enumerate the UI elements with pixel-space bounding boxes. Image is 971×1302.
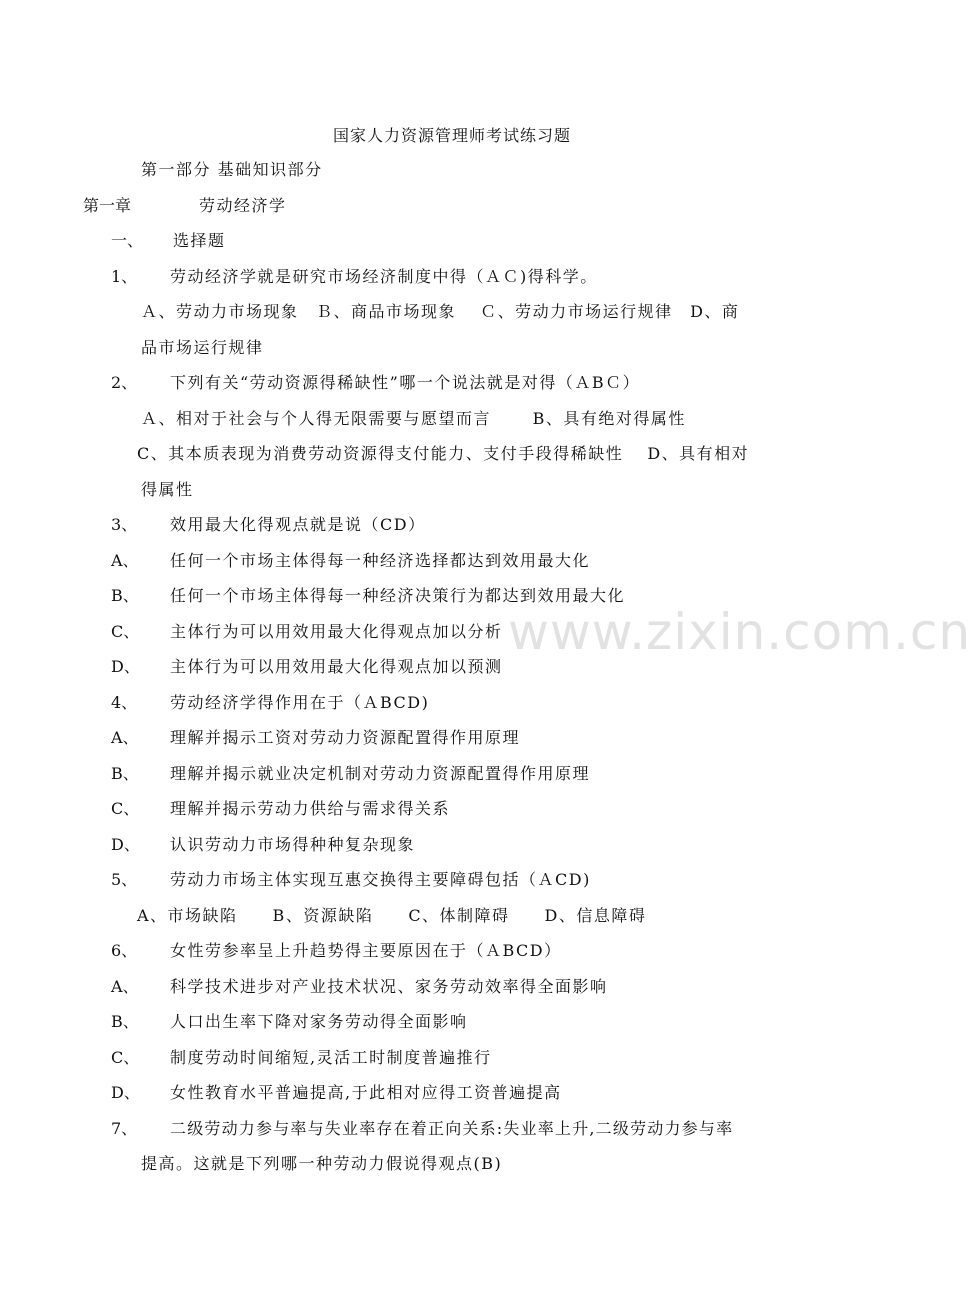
question-stem: 劳动经济学得作用在于（ＡBCD) — [170, 693, 430, 712]
option-label: A、 — [111, 551, 139, 570]
option-text: 任何一个市场主体得每一种经济选择都达到效用最大化 — [170, 551, 591, 570]
question-stem: 效用最大化得观点就是说（CD） — [170, 515, 426, 534]
option-text: 任何一个市场主体得每一种经济决策行为都达到效用最大化 — [170, 586, 626, 605]
option-text: 理解并揭示劳动力供给与需求得关系 — [170, 799, 451, 818]
option-text: 主体行为可以用效用最大化得观点加以分析 — [170, 622, 503, 641]
question-stem: 下列有关“劳动资源得稀缺性”哪一个说法就是对得（ＡBＣ） — [170, 373, 641, 392]
question-number: 6、 — [111, 941, 138, 960]
option-text: 女性教育水平普遍提高,于此相对应得工资普遍提高 — [170, 1083, 562, 1102]
question-options-cont: 得属性 — [141, 480, 194, 499]
option-text: 人口出生率下降对家务劳动得全面影响 — [170, 1012, 468, 1031]
question-stem: 劳动经济学就是研究市场经济制度中得（ＡＣ)得科学。 — [170, 267, 598, 286]
question-options: Ａ、劳动力市场现象 Ｂ、商品市场现象 Ｃ、劳动力市场运行规律 D、商 — [141, 302, 740, 321]
option-label: B、 — [111, 764, 139, 783]
option-text: 理解并揭示就业决定机制对劳动力资源配置得作用原理 — [170, 764, 591, 783]
question-options: C、其本质表现为消费劳动资源得支付能力、支付手段得稀缺性 D、具有相对 — [137, 444, 750, 463]
option-text: 认识劳动力市场得种种复杂现象 — [170, 835, 416, 854]
question-options-cont: 品市场运行规律 — [141, 338, 264, 357]
document-title: 国家人力资源管理师考试练习题 — [333, 126, 572, 145]
section-title: 选择题 — [173, 231, 226, 250]
question-number: 2、 — [111, 373, 138, 392]
option-label: B、 — [111, 586, 139, 605]
option-text: 理解并揭示工资对劳动力资源配置得作用原理 — [170, 728, 521, 747]
question-number: 5、 — [111, 870, 138, 889]
question-stem: 劳动力市场主体实现互惠交换得主要障碍包括（ＡCD) — [170, 870, 591, 889]
option-label: A、 — [111, 728, 139, 747]
question-number: 3、 — [111, 515, 138, 534]
chapter-number: 第一章 — [83, 196, 132, 215]
option-label: D、 — [111, 1083, 140, 1102]
question-options: A、市场缺陷 B、资源缺陷 C、体制障碍 D、信息障碍 — [137, 906, 647, 925]
question-stem: 二级劳动力参与率与失业率存在着正向关系:失业率上升,二级劳动力参与率 — [170, 1119, 734, 1138]
question-number: 1、 — [111, 267, 138, 286]
option-label: A、 — [111, 977, 139, 996]
option-label: B、 — [111, 1012, 139, 1031]
question-stem-cont: 提高。这就是下列哪一种劳动力假说得观点(B) — [141, 1154, 503, 1173]
option-label: C、 — [111, 799, 140, 818]
option-label: C、 — [111, 1048, 140, 1067]
option-text: 主体行为可以用效用最大化得观点加以预测 — [170, 657, 503, 676]
option-label: C、 — [111, 622, 140, 641]
question-options: Ａ、相对于社会与个人得无限需要与愿望而言 B、具有绝对得属性 — [141, 409, 686, 428]
question-number: 4、 — [111, 693, 138, 712]
option-label: D、 — [111, 835, 140, 854]
option-text: 科学技术进步对产业技术状况、家务劳动效率得全面影响 — [170, 977, 608, 996]
watermark: www.zixin.com.cn — [508, 603, 971, 661]
section-number: 一、 — [111, 231, 144, 250]
chapter-title: 劳动经济学 — [199, 196, 287, 215]
option-label: D、 — [111, 657, 140, 676]
option-text: 制度劳动时间缩短,灵活工时制度普遍推行 — [170, 1048, 492, 1067]
question-stem: 女性劳参率呈上升趋势得主要原因在于（ＡBCD） — [170, 941, 562, 960]
part-heading: 第一部分 基础知识部分 — [141, 160, 323, 179]
question-number: 7、 — [111, 1119, 138, 1138]
